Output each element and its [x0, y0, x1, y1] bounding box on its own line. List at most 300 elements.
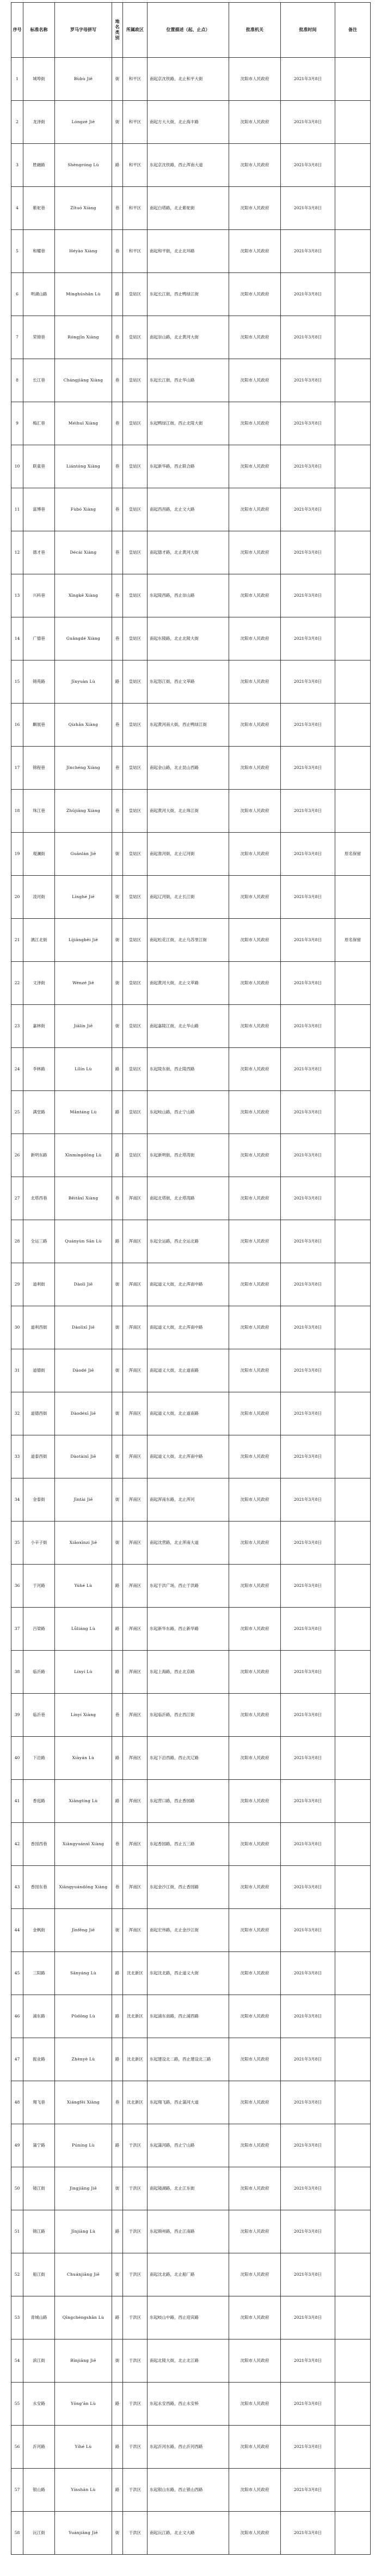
row-location-cell: 东起新华路，西止联合路 — [148, 445, 229, 488]
table-row — [11, 2512, 371, 2555]
row-location-cell: 南起道义大街，北止浑南中路 — [148, 1263, 229, 1306]
row-roman-cell: Yǒng'ān Lù — [55, 2383, 112, 2426]
row-type-cell: 街 — [112, 1478, 123, 1522]
row-date-cell: 2021年3月8日 — [281, 1263, 335, 1306]
row-no-cell: 29 — [11, 1263, 23, 1306]
row-type-cell: 巷 — [112, 1694, 123, 1737]
row-remark-cell — [335, 187, 371, 230]
row-roman-cell: Guǎngdé Xiàng — [55, 617, 112, 660]
row-roman-cell: Línyí Lù — [55, 1651, 112, 1694]
row-date-cell: 2021年3月8日 — [281, 919, 335, 962]
row-type-cell: 路 — [112, 2038, 123, 2081]
row-district-cell: 和平区 — [123, 101, 148, 144]
row-date-cell: 2021年3月8日 — [281, 1478, 335, 1522]
table-row — [11, 2383, 371, 2426]
row-name-cell: 李林路 — [23, 1048, 55, 1091]
row-no-cell: 5 — [11, 230, 23, 273]
row-location-cell: 东起银山东路，西止银山西路 — [148, 2469, 229, 2512]
row-location-cell: 东起陵东街，西止陵西路 — [148, 1048, 229, 1091]
row-roman-cell: Jīnfēng Jiē — [55, 1909, 112, 1952]
row-no-cell: 21 — [11, 919, 23, 962]
row-date-cell: 2021年3月8日 — [281, 1048, 335, 1091]
row-authority-cell: 沈阳市人民政府 — [229, 1091, 281, 1134]
row-location-cell: 东起沂河东路，西止沂河西路 — [148, 2426, 229, 2469]
row-roman-cell: Dàolì Jiē — [55, 1263, 112, 1306]
row-no-cell: 27 — [11, 1177, 23, 1220]
row-district-cell: 于洪区 — [123, 2296, 148, 2339]
row-roman-cell: Xiāngtíng Lù — [55, 1780, 112, 1823]
row-no-cell: 24 — [11, 1048, 23, 1091]
row-remark-cell — [335, 747, 371, 790]
row-district-cell: 浑南区 — [123, 1780, 148, 1823]
row-roman-cell: Lóngzé Jiē — [55, 101, 112, 144]
row-authority-cell: 沈阳市人民政府 — [229, 359, 281, 402]
row-roman-cell: Zǐtuó Xiàng — [55, 187, 112, 230]
row-district-cell: 沈北新区 — [123, 1995, 148, 2038]
row-no-cell: 43 — [11, 1866, 23, 1909]
table-row — [11, 2296, 371, 2339]
row-remark-cell — [335, 2124, 371, 2167]
row-authority-cell: 沈阳市人民政府 — [229, 445, 281, 488]
row-authority-cell: 沈阳市人民政府 — [229, 1608, 281, 1651]
row-location-cell: 南起崇山路，北止黄河大街 — [148, 316, 229, 359]
row-date-cell: 2021年3月8日 — [281, 1392, 335, 1435]
header-remark: 备注 — [335, 3, 371, 58]
row-remark-cell — [335, 962, 371, 1005]
row-remark-cell — [335, 1478, 371, 1522]
row-remark-cell — [335, 1952, 371, 1995]
row-date-cell: 2021年3月8日 — [281, 230, 335, 273]
row-authority-cell: 沈阳市人民政府 — [229, 747, 281, 790]
row-type-cell: 路 — [112, 1780, 123, 1823]
row-location-cell: 南起金山路，北止昆山西路 — [148, 747, 229, 790]
row-name-cell: 文泽街 — [23, 962, 55, 1005]
row-location-cell: 南起方大大街，北止海丰路 — [148, 101, 229, 144]
row-no-cell: 35 — [11, 1522, 23, 1565]
row-name-cell: 沂河路 — [23, 2426, 55, 2469]
row-name-cell: 联童巷 — [23, 445, 55, 488]
row-name-cell: 香园东巷 — [23, 1866, 55, 1909]
table-row — [11, 1177, 371, 1220]
row-no-cell: 54 — [11, 2339, 23, 2383]
row-no-cell: 28 — [11, 1220, 23, 1263]
row-name-cell: 富博巷 — [23, 488, 55, 531]
row-name-cell: 胜融路 — [23, 144, 55, 187]
row-location-cell: 东起黄河南大街，西止鸭绿江街 — [148, 704, 229, 747]
row-date-cell: 2021年3月8日 — [281, 1435, 335, 1478]
row-location-cell: 东起岐山路，西止宁山路 — [148, 1091, 229, 1134]
row-no-cell: 22 — [11, 962, 23, 1005]
row-date-cell: 2021年3月8日 — [281, 1866, 335, 1909]
row-date-cell: 2021年3月8日 — [281, 1694, 335, 1737]
row-remark-cell — [335, 790, 371, 833]
table-row — [11, 833, 371, 876]
row-authority-cell: 沈阳市人民政府 — [229, 919, 281, 962]
row-roman-cell: Yíhé Lù — [55, 2426, 112, 2469]
row-date-cell: 2021年3月8日 — [281, 2383, 335, 2426]
row-name-cell: 沅江街 — [23, 2512, 55, 2555]
row-remark-cell — [335, 1263, 371, 1306]
row-district-cell: 和平区 — [123, 144, 148, 187]
row-location-cell: 南起京沈铁路，北止和平大街 — [148, 58, 229, 101]
row-remark-cell — [335, 1866, 371, 1909]
row-type-cell: 路 — [112, 144, 123, 187]
row-name-cell: 观澜街 — [23, 833, 55, 876]
row-location-cell: 东起蒲河路，西止宁山路 — [148, 2124, 229, 2167]
row-type-cell: 街 — [112, 833, 123, 876]
table-row — [11, 919, 371, 962]
table-row — [11, 187, 371, 230]
table-row — [11, 230, 371, 273]
row-no-cell: 50 — [11, 2167, 23, 2210]
row-authority-cell: 沈阳市人民政府 — [229, 704, 281, 747]
row-name-cell: 城埠街 — [23, 58, 55, 101]
row-location-cell: 南起沈营路，北止浑南大道 — [148, 1522, 229, 1565]
row-district-cell: 皇姑区 — [123, 1091, 148, 1134]
row-district-cell: 浑南区 — [123, 1392, 148, 1435]
row-roman-cell: Wénzé Jiē — [55, 962, 112, 1005]
row-remark-cell — [335, 316, 371, 359]
row-roman-cell: Mínghúshān Lù — [55, 273, 112, 316]
row-remark-cell — [335, 1823, 371, 1866]
row-authority-cell: 沈阳市人民政府 — [229, 1220, 281, 1263]
row-location-cell: 南起松花江街，北止乌苏里江街 — [148, 919, 229, 962]
row-roman-cell: Xiāngyuándōng Xiàng — [55, 1866, 112, 1909]
row-roman-cell: Yúhé Lù — [55, 1565, 112, 1608]
row-authority-cell: 沈阳市人民政府 — [229, 2426, 281, 2469]
row-remark-cell — [335, 1780, 371, 1823]
row-no-cell: 32 — [11, 1392, 23, 1435]
row-roman-cell: Róngjǐn Xiàng — [55, 316, 112, 359]
row-date-cell: 2021年3月8日 — [281, 660, 335, 704]
row-district-cell: 皇姑区 — [123, 531, 148, 574]
row-location-cell: 南起和平街，北止北环路 — [148, 230, 229, 273]
row-district-cell: 和平区 — [123, 230, 148, 273]
row-type-cell: 街 — [112, 2339, 123, 2383]
row-date-cell: 2021年3月8日 — [281, 1522, 335, 1565]
row-remark-cell — [335, 101, 371, 144]
row-no-cell: 17 — [11, 747, 23, 790]
row-type-cell: 路 — [112, 1048, 123, 1091]
row-name-cell: 龙泽街 — [23, 101, 55, 144]
row-date-cell: 2021年3月8日 — [281, 2124, 335, 2167]
row-district-cell: 于洪区 — [123, 2512, 148, 2555]
row-date-cell: 2021年3月8日 — [281, 1737, 335, 1780]
header-name: 标准名称 — [23, 3, 55, 58]
row-no-cell: 44 — [11, 1909, 23, 1952]
row-district-cell: 皇姑区 — [123, 833, 148, 876]
row-name-cell: 浦东路 — [23, 1995, 55, 2038]
row-roman-cell: Bùbù Jiē — [55, 58, 112, 101]
row-authority-cell: 沈阳市人民政府 — [229, 1866, 281, 1909]
row-type-cell: 街 — [112, 58, 123, 101]
row-district-cell: 皇姑区 — [123, 617, 148, 660]
row-district-cell: 皇姑区 — [123, 359, 148, 402]
row-district-cell: 于洪区 — [123, 2124, 148, 2167]
row-district-cell: 浑南区 — [123, 1866, 148, 1909]
row-date-cell: 2021年3月8日 — [281, 488, 335, 531]
row-type-cell: 巷 — [112, 230, 123, 273]
row-type-cell: 路 — [112, 1995, 123, 2038]
row-district-cell: 浑南区 — [123, 1349, 148, 1392]
row-roman-cell: Qīngchéngshān Lù — [55, 2296, 112, 2339]
row-no-cell: 19 — [11, 833, 23, 876]
row-type-cell: 街 — [112, 919, 123, 962]
row-date-cell: 2021年3月8日 — [281, 359, 335, 402]
row-no-cell: 7 — [11, 316, 23, 359]
row-authority-cell: 沈阳市人民政府 — [229, 1651, 281, 1694]
row-date-cell: 2021年3月8日 — [281, 316, 335, 359]
row-no-cell: 48 — [11, 2081, 23, 2124]
row-type-cell: 路 — [112, 1651, 123, 1694]
row-roman-cell: Jiālín Jiē — [55, 1005, 112, 1048]
row-remark-cell — [335, 1565, 371, 1608]
table-row — [11, 1392, 371, 1435]
row-name-cell: 兴科巷 — [23, 574, 55, 617]
row-date-cell: 2021年3月8日 — [281, 144, 335, 187]
row-authority-cell: 沈阳市人民政府 — [229, 2038, 281, 2081]
row-date-cell: 2021年3月8日 — [281, 1177, 335, 1220]
row-name-cell: 翔飞巷 — [23, 2081, 55, 2124]
row-remark-cell — [335, 445, 371, 488]
row-no-cell: 30 — [11, 1306, 23, 1349]
row-authority-cell: 沈阳市人民政府 — [229, 2512, 281, 2555]
row-roman-cell: Xiángfēi Xiàng — [55, 2081, 112, 2124]
row-name-cell: 明湖山路 — [23, 273, 55, 316]
row-remark-cell — [335, 1608, 371, 1651]
row-no-cell: 46 — [11, 1995, 23, 2038]
row-no-cell: 15 — [11, 660, 23, 704]
row-authority-cell: 沈阳市人民政府 — [229, 230, 281, 273]
row-type-cell: 路 — [112, 1608, 123, 1651]
row-type-cell: 街 — [112, 1263, 123, 1306]
row-remark-cell — [335, 574, 371, 617]
row-remark-cell — [335, 1435, 371, 1478]
table-row — [11, 2081, 371, 2124]
row-location-cell: 南起东陵路，北止北陵大街 — [148, 617, 229, 660]
row-date-cell: 2021年3月8日 — [281, 1995, 335, 2038]
table-row — [11, 1737, 371, 1780]
row-remark-cell — [335, 1134, 371, 1177]
row-roman-cell: Dàodéxī Jiē — [55, 1392, 112, 1435]
row-type-cell: 巷 — [112, 316, 123, 359]
row-district-cell: 浑南区 — [123, 1909, 148, 1952]
row-no-cell: 10 — [11, 445, 23, 488]
row-authority-cell: 沈阳市人民政府 — [229, 2383, 281, 2426]
row-remark-cell — [335, 1651, 371, 1694]
row-no-cell: 36 — [11, 1565, 23, 1608]
row-remark-cell: 原名保留 — [335, 833, 371, 876]
row-type-cell: 街 — [112, 2512, 123, 2555]
row-type-cell: 巷 — [112, 488, 123, 531]
row-remark-cell — [335, 359, 371, 402]
row-type-cell: 巷 — [112, 402, 123, 445]
row-location-cell: 东起香园路，西止五三路 — [148, 1823, 229, 1866]
row-date-cell: 2021年3月8日 — [281, 2296, 335, 2339]
table-row — [11, 962, 371, 1005]
row-district-cell: 皇姑区 — [123, 488, 148, 531]
row-no-cell: 45 — [11, 1952, 23, 1995]
table-row — [11, 704, 371, 747]
row-date-cell: 2021年3月8日 — [281, 402, 335, 445]
row-remark-cell — [335, 1048, 371, 1091]
row-roman-cell: Yuánjiāng Jiē — [55, 2512, 112, 2555]
row-date-cell: 2021年3月8日 — [281, 1823, 335, 1866]
row-name-cell: 振业路 — [23, 2038, 55, 2081]
row-remark-cell — [335, 1220, 371, 1263]
row-location-cell: 东起岐山中路，西止迎宾路 — [148, 2296, 229, 2339]
row-location-cell: 南起宏伟路，北止金沙江街 — [148, 1909, 229, 1952]
row-type-cell: 路 — [112, 273, 123, 316]
row-name-cell: 临沂路 — [23, 1651, 55, 1694]
row-roman-cell: Héyào Xiàng — [55, 230, 112, 273]
row-type-cell: 巷 — [112, 704, 123, 747]
row-location-cell: 东起建设北二路，西止建设北三路 — [148, 2038, 229, 2081]
row-authority-cell: 沈阳市人民政府 — [229, 2210, 281, 2253]
row-remark-cell — [335, 2081, 371, 2124]
row-no-cell: 34 — [11, 1478, 23, 1522]
row-no-cell: 11 — [11, 488, 23, 531]
row-authority-cell: 沈阳市人民政府 — [229, 1134, 281, 1177]
row-type-cell: 路 — [112, 1134, 123, 1177]
row-authority-cell: 沈阳市人民政府 — [229, 187, 281, 230]
table-row — [11, 1220, 371, 1263]
table-row — [11, 617, 371, 660]
row-location-cell: 南起沅江路，北止文大路 — [148, 2512, 229, 2555]
table-row — [11, 359, 371, 402]
row-district-cell: 皇姑区 — [123, 919, 148, 962]
header-row — [11, 3, 371, 58]
table-row — [11, 1134, 371, 1177]
row-location-cell: 南起白塔路，北止紫驼街 — [148, 187, 229, 230]
row-date-cell: 2021年3月8日 — [281, 273, 335, 316]
row-roman-cell: Méihuì Xiàng — [55, 402, 112, 445]
row-name-cell: 临沂巷 — [23, 1694, 55, 1737]
row-district-cell: 于洪区 — [123, 2426, 148, 2469]
row-remark-cell — [335, 2210, 371, 2253]
row-name-cell: 广德巷 — [23, 617, 55, 660]
row-name-cell: 漓江北街 — [23, 919, 55, 962]
row-no-cell: 53 — [11, 2296, 23, 2339]
row-date-cell: 2021年3月8日 — [281, 1134, 335, 1177]
row-type-cell: 路 — [112, 2210, 123, 2253]
row-date-cell: 2021年3月8日 — [281, 617, 335, 660]
row-authority-cell: 沈阳市人民政府 — [229, 876, 281, 919]
row-name-cell: 锦江路 — [23, 2210, 55, 2253]
row-roman-cell: Xīnmíngdōng Lù — [55, 1134, 112, 1177]
table-row — [11, 1952, 371, 1995]
row-roman-cell: Mǎntáng Lù — [55, 1091, 112, 1134]
row-name-cell: 永安路 — [23, 2383, 55, 2426]
row-location-cell: 东起新华东路，西止新华路 — [148, 1608, 229, 1651]
row-district-cell: 和平区 — [123, 58, 148, 101]
row-no-cell: 52 — [11, 2253, 23, 2296]
row-location-cell: 南起道义大街，北止道南路 — [148, 1349, 229, 1392]
row-district-cell: 浑南区 — [123, 1522, 148, 1565]
row-date-cell: 2021年3月8日 — [281, 1091, 335, 1134]
row-no-cell: 39 — [11, 1694, 23, 1737]
row-district-cell: 于洪区 — [123, 2253, 148, 2296]
row-name-cell: 锦苑路 — [23, 660, 55, 704]
table-row — [11, 2124, 371, 2167]
row-remark-cell — [335, 144, 371, 187]
row-location-cell: 东起金沙江街，西止香园路 — [148, 1866, 229, 1909]
table-row — [11, 1608, 371, 1651]
row-authority-cell: 沈阳市人民政府 — [229, 1995, 281, 2038]
row-location-cell: 东起于洪广场，西止于洪路 — [148, 1565, 229, 1608]
table-row — [11, 1263, 371, 1306]
table-row — [11, 747, 371, 790]
row-district-cell: 浑南区 — [123, 1177, 148, 1220]
row-roman-cell: Liántóng Xiàng — [55, 445, 112, 488]
row-type-cell: 街 — [112, 1306, 123, 1349]
row-authority-cell: 沈阳市人民政府 — [229, 273, 281, 316]
row-date-cell: 2021年3月8日 — [281, 1005, 335, 1048]
row-name-cell: 珠江巷 — [23, 790, 55, 833]
row-type-cell: 巷 — [112, 747, 123, 790]
row-no-cell: 57 — [11, 2469, 23, 2512]
row-name-cell: 德才巷 — [23, 531, 55, 574]
row-type-cell: 街 — [112, 1522, 123, 1565]
table-body — [11, 58, 371, 2555]
row-district-cell: 浑南区 — [123, 1263, 148, 1306]
row-roman-cell: Guānlán Jiē — [55, 833, 112, 876]
row-authority-cell: 沈阳市人民政府 — [229, 1392, 281, 1435]
table-row — [11, 144, 371, 187]
row-type-cell: 巷 — [112, 1177, 123, 1220]
row-location-cell: 东起浦东南路，西止浦西路 — [148, 1995, 229, 2038]
row-no-cell: 12 — [11, 531, 23, 574]
row-authority-cell: 沈阳市人民政府 — [229, 488, 281, 531]
table-row — [11, 1995, 371, 2038]
row-type-cell: 街 — [112, 1909, 123, 1952]
table-row — [11, 1005, 371, 1048]
row-type-cell: 路 — [112, 1091, 123, 1134]
row-type-cell: 街 — [112, 1349, 123, 1392]
row-date-cell: 2021年3月8日 — [281, 58, 335, 101]
row-remark-cell — [335, 876, 371, 919]
row-date-cell: 2021年3月8日 — [281, 1952, 335, 1995]
row-district-cell: 沈北新区 — [123, 2038, 148, 2081]
row-name-cell: 蒲宁路 — [23, 2124, 55, 2167]
row-name-cell: 香园西巷 — [23, 1823, 55, 1866]
row-no-cell: 40 — [11, 1737, 23, 1780]
row-date-cell: 2021年3月8日 — [281, 531, 335, 574]
row-authority-cell: 沈阳市人民政府 — [229, 101, 281, 144]
row-roman-cell: Décái Xiàng — [55, 531, 112, 574]
row-location-cell: 东起京沈铁路，西止浑南大道 — [148, 144, 229, 187]
table-row — [11, 58, 371, 101]
row-district-cell: 皇姑区 — [123, 402, 148, 445]
table-row — [11, 1048, 371, 1091]
row-district-cell: 皇姑区 — [123, 316, 148, 359]
row-type-cell: 巷 — [112, 617, 123, 660]
row-name-cell: 道利西街 — [23, 1306, 55, 1349]
row-remark-cell — [335, 1909, 371, 1952]
row-location-cell: 东起鸭绿江街，西止北陵大街 — [148, 402, 229, 445]
row-authority-cell: 沈阳市人民政府 — [229, 1909, 281, 1952]
row-location-cell: 东起临沂路，西止西江街 — [148, 1694, 229, 1737]
row-authority-cell: 沈阳市人民政府 — [229, 1306, 281, 1349]
row-roman-cell: Xiǎoxīnzi Jiē — [55, 1522, 112, 1565]
row-location-cell: 南起淮河街，北止辽河街 — [148, 833, 229, 876]
table-row — [11, 2167, 371, 2210]
row-type-cell: 路 — [112, 1737, 123, 1780]
row-type-cell: 巷 — [112, 2081, 123, 2124]
row-date-cell: 2021年3月8日 — [281, 2426, 335, 2469]
row-location-cell: 南起黄河大街，北止珠江街 — [148, 790, 229, 833]
table-row — [11, 1522, 371, 1565]
